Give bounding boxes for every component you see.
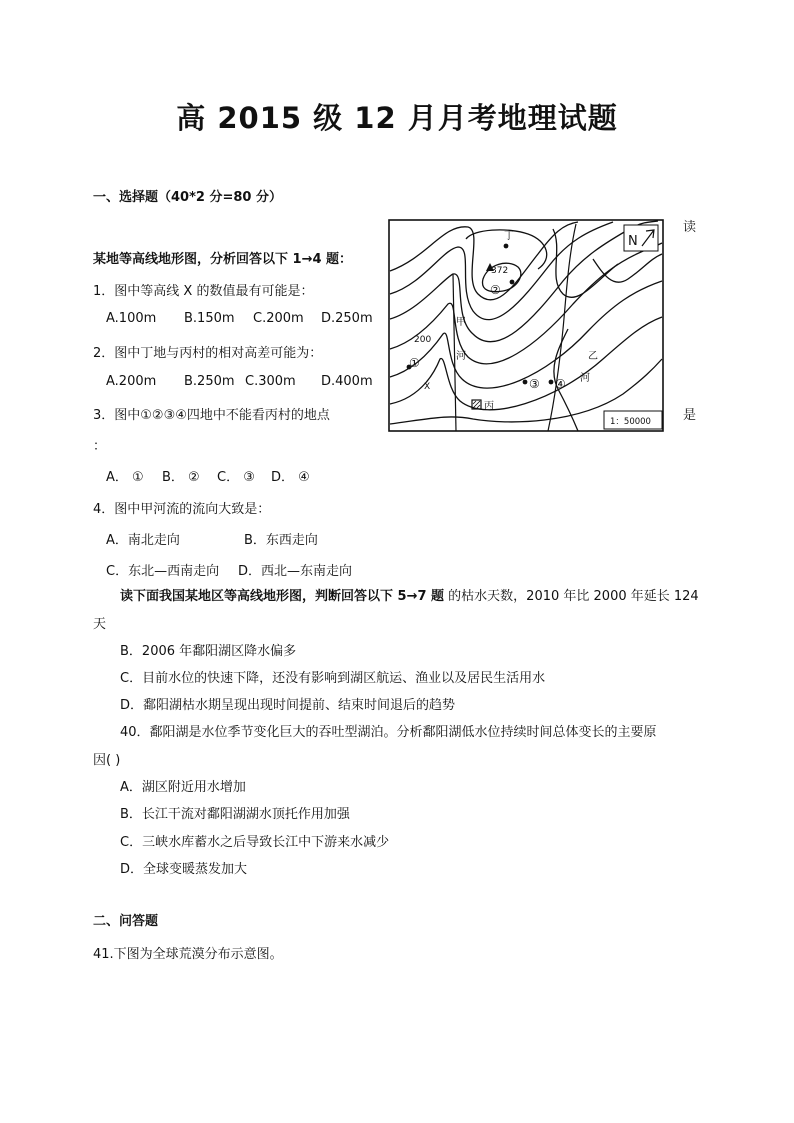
label-point-1: ① [409,356,420,370]
option-b-line: B．2006 年鄱阳湖区降水偏多 [120,644,297,659]
question-3-side: 是 [683,408,697,423]
label-point-3: ③ [529,377,540,391]
q1-option-c: C.200m [253,311,304,326]
question-3-stem: 3．图中①②③④四地中不能看丙村的地点 [93,408,330,423]
q3-option-d: D． ④ [271,470,310,485]
question-1-stem: 1．图中等高线 X 的数值最有可能是： [93,284,314,299]
question-4-stem: 4．图中甲河流的流向大致是： [93,502,271,517]
label-peak: 372 [491,266,509,276]
q40-option-d: D．全球变暖蒸发加大 [120,862,248,877]
label-scale: 1：50000 [610,417,651,427]
label-x: X [424,382,431,392]
q4-option-a: A．南北走向 [106,533,180,548]
question-intro-2-rest: 的枯水天数，2010 年比 2000 年延长 124 [444,589,699,604]
side-text-du: 读 [683,220,697,235]
option-d-line: D．鄱阳湖枯水期呈现出现时间提前、结束时间退后的趋势 [120,698,456,713]
q40-option-a: A．湖区附近用水增加 [120,780,246,795]
label-he-2: 河 [580,373,590,384]
q2-option-d: D.400m [321,374,373,389]
north-arrow-icon [624,225,658,251]
map-border [389,220,663,431]
contour-map [388,219,664,432]
q1-option-b: B.150m [184,311,235,326]
q4-option-b: B．东西走向 [244,533,318,548]
q2-option-b: B.250m [184,374,235,389]
question-40-stem-wrap: 因( ) [93,753,121,768]
q40-option-c: C．三峡水库蓄水之后导致长江中下游来水减少 [120,835,390,850]
question-intro-2-bold: 读下面我国某地区等高线地形图，判断回答以下 5→7 题 [120,589,445,604]
label-jia: 甲 [456,317,466,328]
question-intro-2 [120,585,699,604]
label-contour-200: 200 [414,335,432,345]
label-north: N [628,234,638,249]
point-3-dot [523,380,528,385]
q3-option-a: A． ① [106,470,144,485]
q1-option-d: D.250m [321,311,373,326]
question-40-stem: 40．鄱阳湖是水位季节变化巨大的吞吐型湖泊。分析鄱阳湖低水位持续时间总体变长的主要原 [120,725,657,740]
label-bing: 丙 [484,401,494,412]
label-he-1: 河 [456,351,466,362]
question-2-stem: 2．图中丁地与丙村的相对高差可能为： [93,346,323,361]
label-point-4: ④ [555,377,566,391]
q4-option-d: D．西北—东南走向 [238,564,353,579]
question-3-colon: ： [93,439,107,454]
point-4-dot [549,380,554,385]
point-2-dot [510,280,515,285]
point-ding-dot [504,244,509,249]
q40-option-b: B．长江干流对鄱阳湖湖水顶托作用加强 [120,807,350,822]
label-point-2: ② [490,283,501,297]
question-41-stem: 41.下图为全球荒漠分布示意图。 [93,947,283,962]
question-intro: 某地等高线地形图，分析回答以下 1→4 题： [93,252,353,267]
q1-option-a: A.100m [106,311,157,326]
q3-option-c: C． ③ [217,470,255,485]
section-2-heading: 二、问答题 [93,914,159,929]
label-yi: 乙 [588,351,598,362]
question-intro-2-wrap: 天 [93,617,107,632]
page-title: 高 2015 级 12 月月考地理试题 [176,101,618,135]
scale-box [604,411,662,429]
q2-option-c: C.300m [245,374,296,389]
option-c-line: C．目前水位的快速下降，还没有影响到湖区航运、渔业以及居民生活用水 [120,671,546,686]
section-1-heading: 一、选择题（40*2 分=80 分） [93,190,282,205]
q4-option-c: C．东北—西南走向 [106,564,220,579]
q2-option-a: A.200m [106,374,157,389]
label-ding: 丁 [504,231,514,242]
q3-option-b: B． ② [162,470,200,485]
